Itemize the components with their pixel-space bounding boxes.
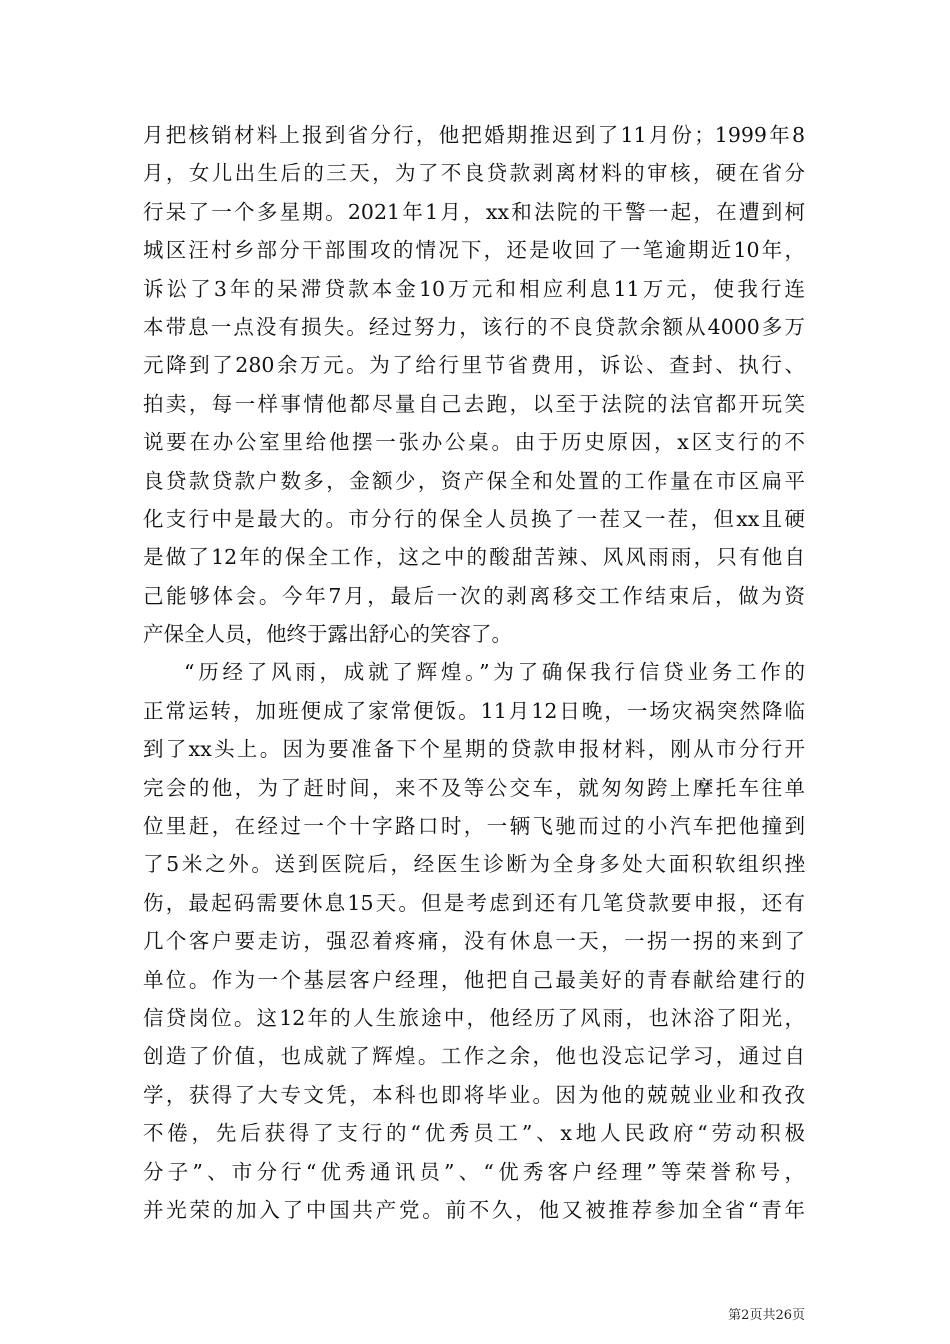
text-line: 本带息一点没有损失。经过努力，该行的不良贷款余额从4000多万 [143, 314, 805, 339]
text-line: 诉讼了3年的呆滞贷款本金10万元和相应利息11万元，使我行连 [143, 276, 805, 301]
text-line: 分子”、市分行“优秀通讯员”、“优秀客户经理”等荣誉称号， [143, 1159, 805, 1184]
text-line: 了5米之外。送到医院后，经医生诊断为全身多处大面积软组织挫 [143, 852, 805, 877]
text-line: 位里赶，在经过一个十字路口时，一辆飞驰而过的小汽车把他撞到 [143, 814, 805, 839]
text-line: 元降到了280余万元。为了给行里节省费用，诉讼、查封、执行、 [143, 353, 805, 378]
page-footer: 第2页共26页 [728, 1308, 805, 1323]
body-text [143, 116, 805, 1229]
text-line: 产保全人员，他终于露出舒心的笑容了。 [143, 622, 512, 647]
text-line: 月，女儿出生后的三天，为了不良贷款剥离材料的审核，硬在省分 [143, 161, 805, 186]
text-line: 化支行中是最大的。市分行的保全人员换了一茬又一茬，但xx且硬 [143, 506, 805, 531]
text-line: 完会的他，为了赶时间，来不及等公交车，就匆匆跨上摩托车往单 [143, 775, 805, 800]
text-line: “历经了风雨，成就了辉煌。”为了确保我行信贷业务工作的 [184, 660, 805, 685]
text-line: 说要在办公室里给他摆一张办公桌。由于历史原因，x区支行的不 [143, 430, 805, 455]
text-line: 良贷款贷款户数多，金额少，资产保全和处置的工作量在市区扁平 [143, 468, 805, 493]
text-line: 几个客户要走访，强忍着疼痛，没有休息一天，一拐一拐的来到了 [143, 929, 805, 954]
text-line: 单位。作为一个基层客户经理，他把自己最美好的青春献给建行的 [143, 967, 805, 992]
text-line: 到了xx头上。因为要准备下个星期的贷款申报材料，刚从市分行开 [143, 737, 805, 762]
text-line: 学，获得了大专文凭，本科也即将毕业。因为他的兢兢业业和孜孜 [143, 1082, 805, 1107]
text-line: 城区汪村乡部分干部围攻的情况下，还是收回了一笔逾期近10年， [143, 238, 805, 263]
paragraph [143, 653, 805, 1229]
text-line: 己能够体会。今年7月，最后一次的剥离移交工作结束后，做为资 [143, 583, 805, 608]
text-line: 伤，最起码需要休息15天。但是考虑到还有几笔贷款要申报，还有 [143, 890, 805, 915]
paragraph [143, 116, 805, 653]
text-line: 信贷岗位。这12年的人生旅途中，他经历了风雨，也沐浴了阳光， [143, 1005, 805, 1030]
text-line: 行呆了一个多星期。2021年1月，xx和法院的干警一起，在遭到柯 [143, 199, 805, 224]
text-line: 月把核销材料上报到省分行，他把婚期推迟到了11月份；1999年8 [143, 123, 805, 147]
text-line: 不倦，先后获得了支行的“优秀员工”、x地人民政府“劳动积极 [143, 1121, 805, 1146]
text-line: 并光荣的加入了中国共产党。前不久，他又被推荐参加全省“青年 [143, 1197, 805, 1222]
text-line: 正常运转，加班便成了家常便饭。11月12日晚，一场灾祸突然降临 [143, 698, 805, 723]
text-line: 创造了价值，也成就了辉煌。工作之余，他也没忘记学习，通过自 [143, 1044, 805, 1069]
text-line: 是做了12年的保全工作，这之中的酸甜苦辣、风风雨雨，只有他自 [143, 545, 805, 570]
text-line: 拍卖，每一样事情他都尽量自己去跑，以至于法院的法官都开玩笑 [143, 391, 805, 416]
